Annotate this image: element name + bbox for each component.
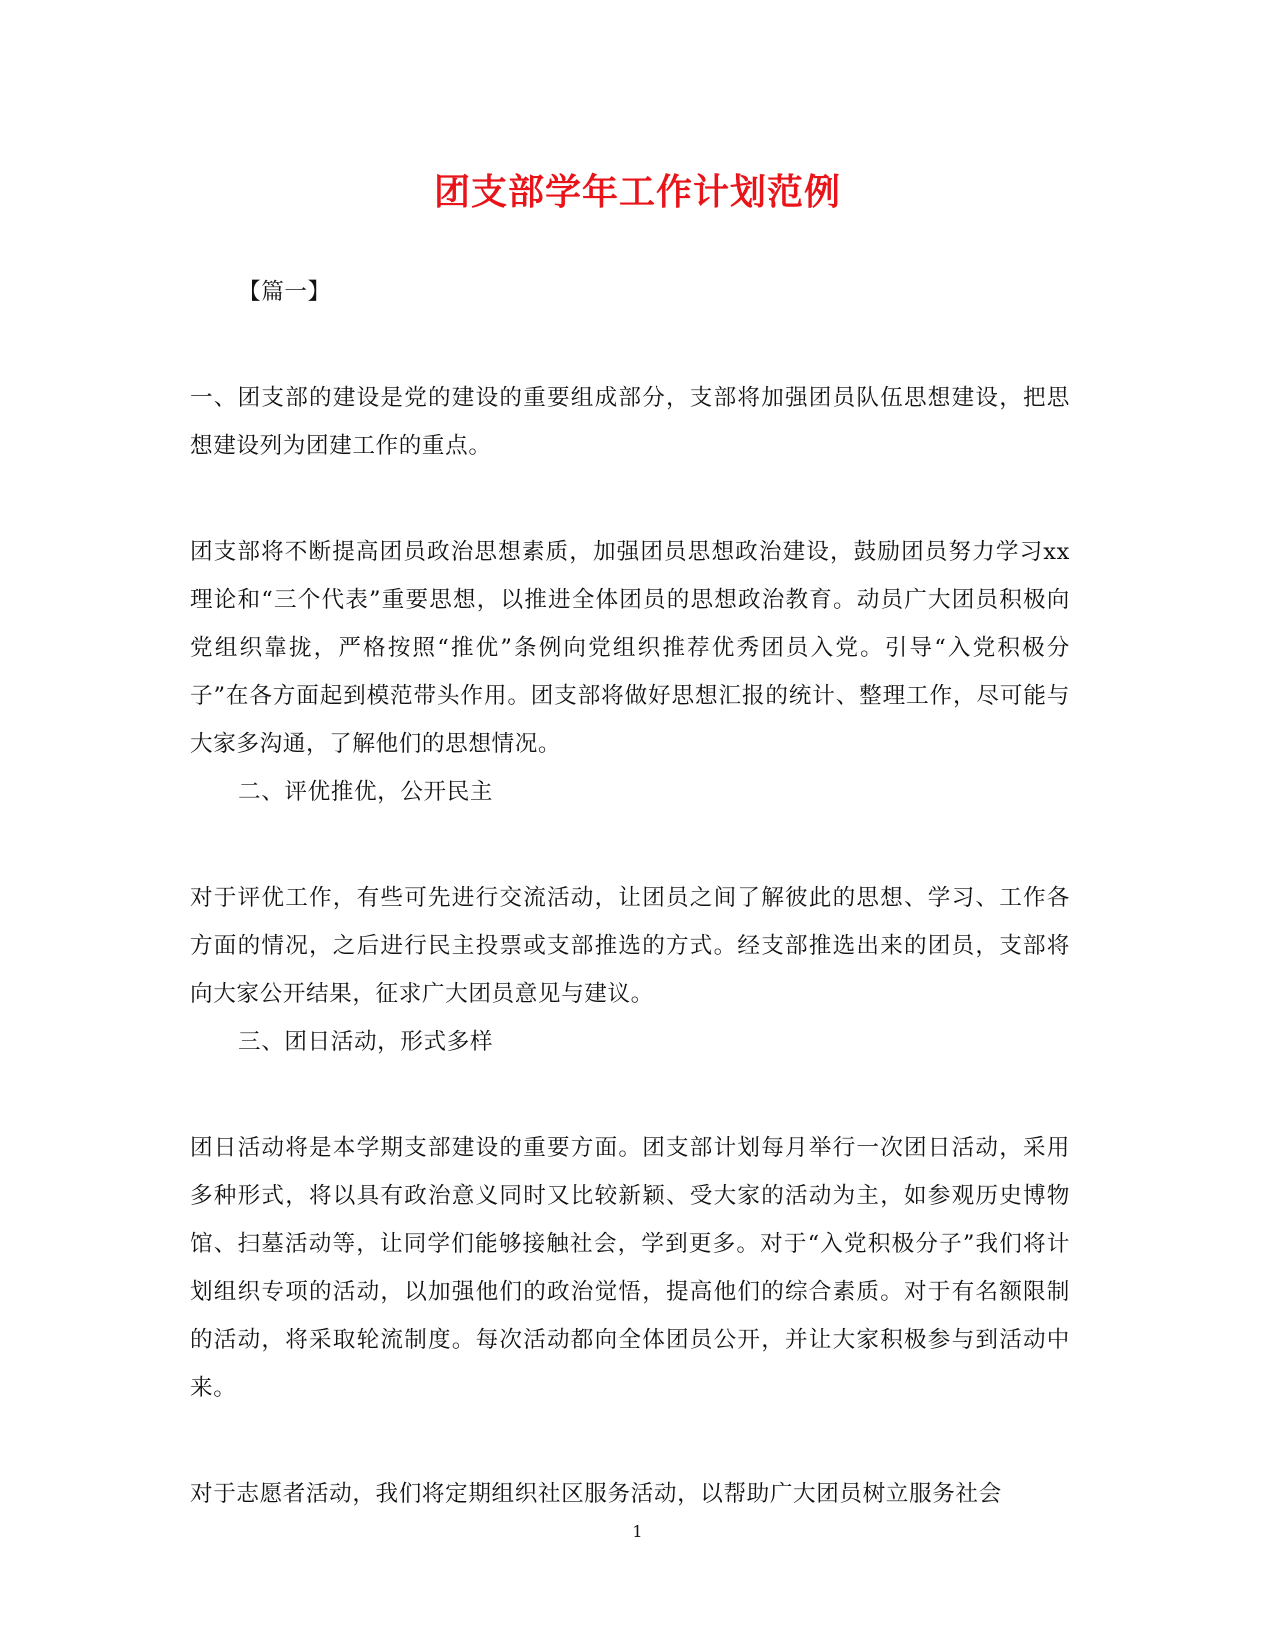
document-body <box>190 268 1070 1518</box>
subheading-3: 三、团日活动，形式多样 <box>238 1029 494 1055</box>
section-label: 【篇一】 <box>238 279 331 305</box>
paragraph-2: 团支部将不断提高团员政治思想素质，加强团员思想政治建设，鼓励团员努力学习xx理论和“三个代表”重要思想，以推进全体团员的思想政治教育。动员广大团员积极向党组织靠拢，严格按照“推优”条例向党组织推荐优秀团员入党。引导“入党积极分子”在各方面起到模范带头作用。团支部将做好思想汇报的统计、整理工作，尽可能与大家多沟通，了解他们的思想情况。 <box>190 539 1070 757</box>
subheading-2: 二、评优推优，公开民主 <box>238 779 494 805</box>
paragraph-5: 对于志愿者活动，我们将定期组织社区服务活动，以帮助广大团员树立服务社会 <box>190 1481 1002 1507</box>
document-title: 团支部学年工作计划范例 <box>433 171 841 213</box>
paragraph-4: 团日活动将是本学期支部建设的重要方面。团支部计划每月举行一次团日活动，采用多种形式，将以具有政治意义同时又比较新颖、受大家的活动为主，如参观历史博物馆、扫墓活动等，让同学们能够接触社会，学到更多。对于“入党积极分子”我们将计划组织专项的活动，以加强他们的政治觉悟，提高他们的综合素质。对于有名额限制的活动，将采取轮流制度。每次活动都向全体团员公开，并让大家积极参与到活动中来。 <box>190 1135 1070 1401</box>
paragraph-1: 一、团支部的建设是党的建设的重要组成部分，支部将加强团员队伍思想建设，把思想建设列为团建工作的重点。 <box>190 385 1070 459</box>
paragraph-3: 对于评优工作，有些可先进行交流活动，让团员之间了解彼此的思想、学习、工作各方面的情况，之后进行民主投票或支部推选的方式。经支部推选出来的团员，支部将向大家公开结果，征求广大团员意见与建议。 <box>190 885 1070 1007</box>
page-number: 1 <box>632 1522 643 1541</box>
